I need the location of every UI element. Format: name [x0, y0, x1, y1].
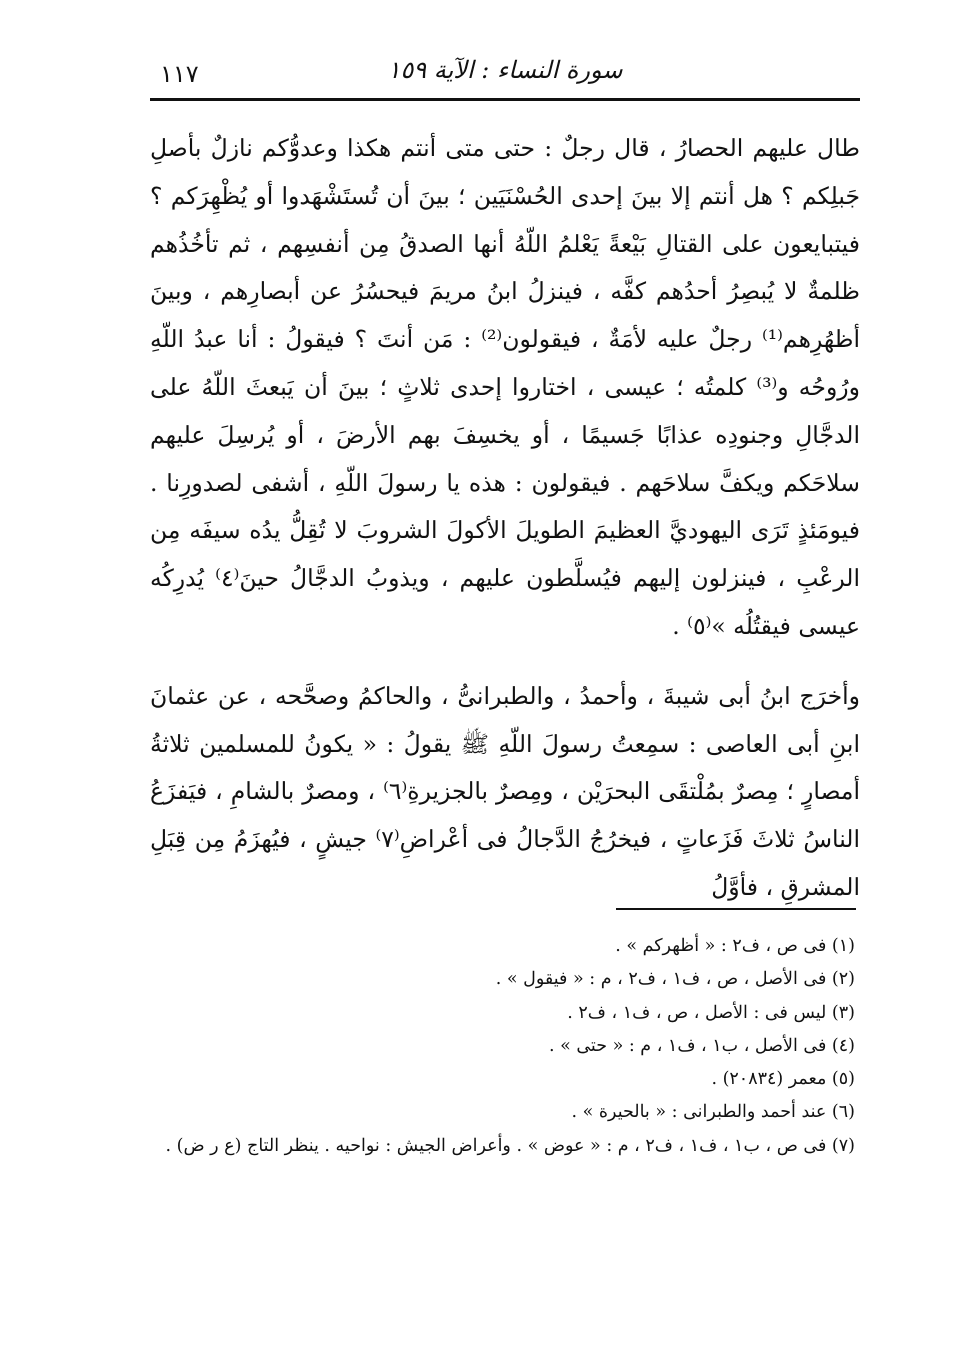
footnotes: [150, 930, 855, 1163]
footnote-2: (٢) فى الأصل ، ص ، ف١ ، ف٢ ، م : « فيقول » .: [495, 969, 855, 990]
footnote-7: (٧) فى ص ، ب١ ، ف١ ، ف٢ ، م : « عوض » . وأعراض الجيش : نواحيه . ينظر التاج (ع ر ض) .: [165, 1135, 855, 1156]
main-text: [150, 125, 860, 912]
page-number: ١١٧: [160, 60, 199, 88]
page-header: [150, 52, 860, 92]
paragraph-2: وأخرَج ابنُ أبى شيبةَ ، وأحمدُ ، والطبرانىُّ ، والحاكمُ وصحَّحه ، عن عثمانَ ابنِ أبى العاصى : سمِعتُ رسولَ اللّهِ ﷺ يقولُ : « يكونُ للمسلمين ثلاثةُ أمصارٍ ؛ مِصرٌ بمُلْتقَى البحرَيْن ، ومِصرٌ بالجزيرةِ⁽٦⁾ ، ومصرٌ بالشامِ ، فيَفزَعُ الناسُ ثلاثَ فَزَعاتٍ ، فيخرُجُ الدَّجالُ فى أعْراضِ⁽٧⁾ جيشٍ ، فيُهزَمُ مِن قِبَلِ المشرقِ ، فأوَّلُ: [150, 681, 861, 901]
footnote-rule: [616, 908, 856, 910]
header-rule: [150, 98, 860, 101]
footnote-1: (١) فى ص ، ف٢ : « أظهركم » .: [615, 936, 855, 956]
footnote-4: (٤) فى الأصل ، ب١ ، ف١ ، م : « حتى » .: [548, 1035, 855, 1056]
footnote-3: (٣) ليس فى : الأصل ، ص ، ف١ ، ف٢ .: [567, 1002, 855, 1023]
footnote-5: (٥) معمر (٢٠٨٣٤) .: [711, 1069, 855, 1090]
footnote-6: (٦) عند أحمد والطبرانى : « بالحيرة » .: [571, 1102, 855, 1123]
running-title: سورة النساء : الآية ١٥٩: [387, 56, 623, 84]
paragraph-1: طال عليهم الحصارُ ، قال رجلٌ : حتى متى أنتم هكذا وعدوُّكم نازلٌ بأصلِ جَبلِكم ؟ هل أنتم إلا بينَ إحدى الحُسْنَيَين ؛ بينَ أن تُستَشْهَدوا أو يُظْهِرَكم ؟ فيتبايعون على القتالِ بَيْعةً يَعْلمُ اللّهُ أنها الصدقُ مِن أنفسِهم ، ثم تأخُذُهم ظلمةٌ لا يُبصِرُ أحدُهم كفَّه ، فينزلُ ابنُ مريمَ فيحسُرُ عن أبصارِهم ، وبينَ أظهُرِهم⁽¹⁾ رجلٌ عليه لأمَةٌ ، فيقولون⁽²⁾ : مَن أنتَ ؟ فيقولُ : أنا عبدُ اللّهِ ورُوحُه و⁽³⁾ كلمتُه ؛ عيسى ، اختاروا إحدى ثلاثٍ ؛ بينَ أن يَبعثَ اللّهُ على الدجَّالِ وجنودِه عذابًا جَسيمًا ، أو يخسِفَ بهم الأرضَ ، أو يُرسِلَ عليهم سلاحَكم ويكفَّ سلاحَهم . فيقولون : هذه يا رسولَ اللّهِ ، أشفى لصدورِنا . فيومَئذٍ تَرَى اليهوديَّ العظيمَ الطويلَ الأكولَ الشروبَ لا تُقِلُّ يدُه سيفَه مِن الرعْبِ ، فينزلون إليهم فيُسلَّطون عليهم ، ويذوبُ الدجَّالُ حينَ⁽٤⁾ يُدرِكُه عيسى فيقتُلُه »⁽٥⁾ .: [150, 134, 860, 640]
